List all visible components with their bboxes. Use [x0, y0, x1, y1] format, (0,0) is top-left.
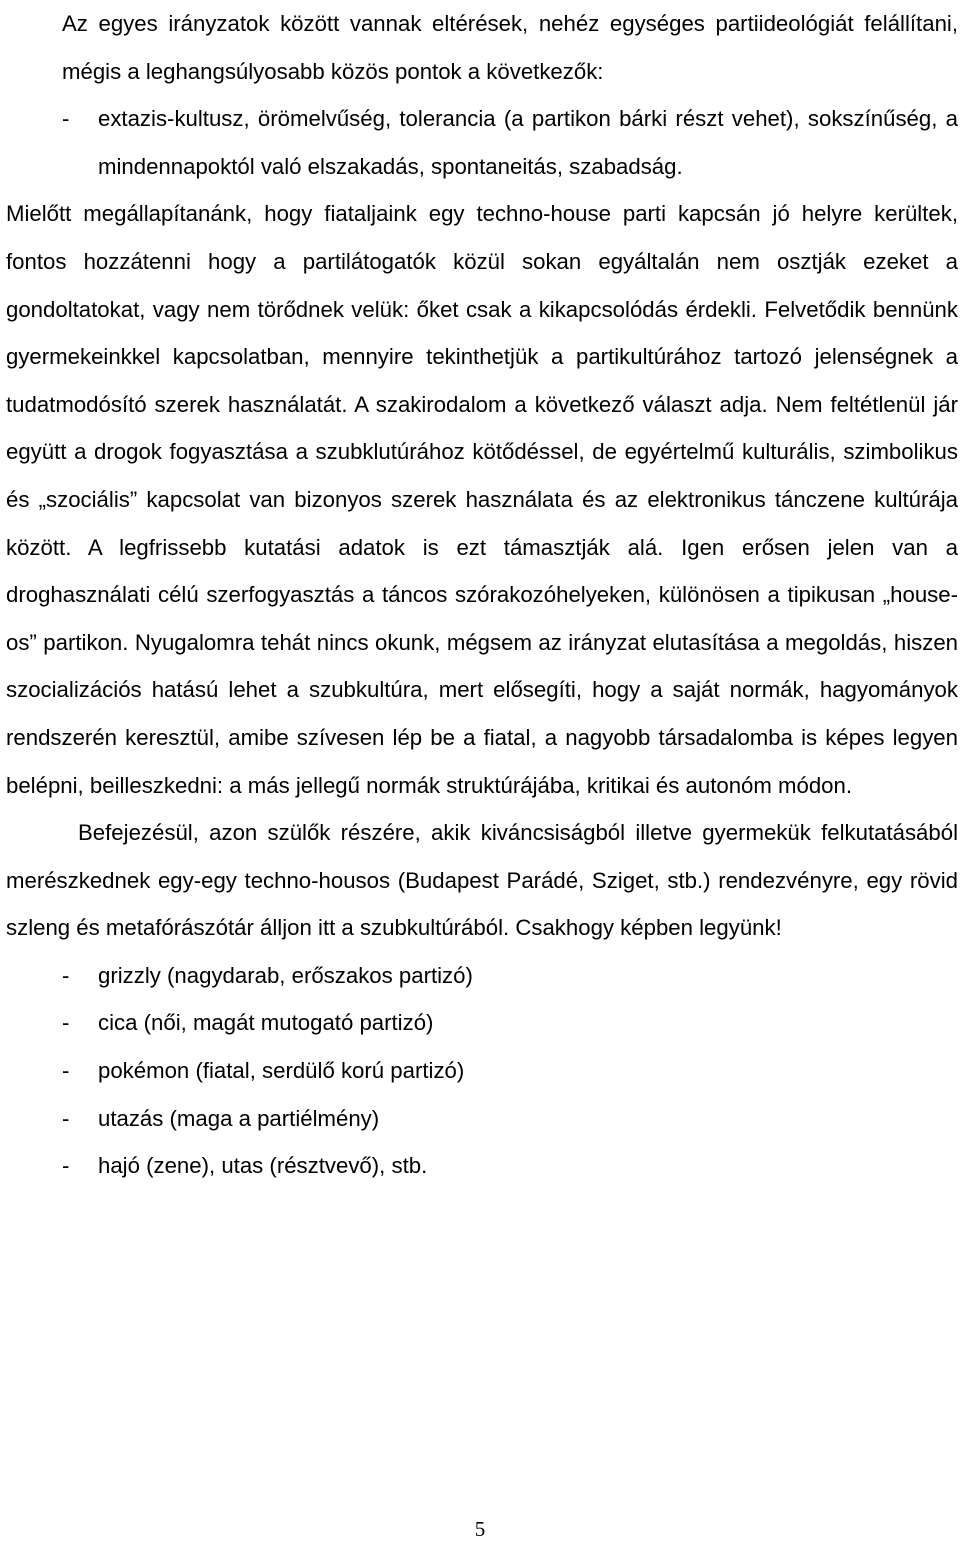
list-item-text: grizzly (nagydarab, erőszakos partizó) [98, 962, 473, 988]
list-item-text: extazis-kultusz, örömelvűség, tolerancia (a partikon bárki részt vehet), sokszínűség, a mindennapoktól való elszakadás, spontaneitás, szabadság. [98, 106, 958, 179]
list-dash: - [62, 1153, 70, 1179]
list-dash: - [62, 1010, 70, 1036]
slang-list [6, 952, 958, 1190]
list-dash: - [62, 1105, 70, 1131]
intro-paragraph: Az egyes irányzatok között vannak eltérések, nehéz egységes partiideológiát felállítani, mégis a leghangsúlyosabb közös pontok a következők: [62, 11, 958, 84]
list-item-text: utazás (maga a partiélmény) [98, 1105, 380, 1131]
ideology-list [6, 95, 958, 190]
list-dash: - [62, 962, 70, 988]
list-item [6, 952, 958, 1000]
list-item [6, 1047, 958, 1095]
list-item-text: cica (női, magát mutogató partizó) [98, 1010, 434, 1036]
list-item [6, 999, 958, 1047]
list-item [6, 1095, 958, 1143]
conclusion-paragraph: Befejezésül, azon szülők részére, akik kiváncsiságból illetve gyermekük felkutatásából merészkednek egy-egy techno-housos (Budapest Parádé, Sziget, stb.) rendezvényre, egy rövid szleng és metafórászótár álljon itt a szubkultúrából. Csakhogy képben legyünk! [6, 820, 958, 941]
page-number: 5 [474, 1517, 486, 1541]
body-text [6, 0, 958, 1190]
list-dash: - [62, 1058, 70, 1084]
list-item [6, 95, 958, 190]
body-paragraph: Mielőtt megállapítanánk, hogy fiataljaink egy techno-house parti kapcsán jó helyre kerültek, fontos hozzátenni hogy a partilátogatók közül sokan egyáltalán nem osztják ezeket a gondoltatokat, vagy nem törődnek velük: őket csak a kikapcsolódás érdekli. Felvetődik bennünk gyermekeinkkel kapcsolatban, mennyire tekinthetjük a partikultúrához tartozó jelenségnek a tudatmodósító szerek használatát. A szakirodalom a következő választ adja. Nem feltétlenül jár együtt a drogok fogyasztása a szubklutúrához kötődéssel, de egyértelmű kulturális, szimbolikus és „szociális” kapcsolat van bizonyos szerek használata és az elektronikus tánczene kultúrája között. A legfrissebb kutatási adatok is ezt támasztják alá. Igen erősen jelen van a droghasználati célú szerfogyasztás a táncos szórakozóhelyeken, különösen a tipikusan „house-os” partikon. Nyugalomra tehát nincs okunk, mégsem az irányzat elutasítása a megoldás, hiszen szocializációs hatású lehet a szubkultúra, mert elősegíti, hogy a saját normák, hagyományok rendszerén keresztül, amibe szívesen lép be a fiatal, a nagyobb társadalomba is képes legyen belépni, beilleszkedni: a más jellegű normák struktúrájába, kritikai és autonóm módon. [6, 201, 958, 798]
list-item [6, 1142, 958, 1190]
list-dash: - [62, 106, 70, 132]
list-item-text: hajó (zene), utas (résztvevő), stb. [98, 1153, 428, 1179]
list-item-text: pokémon (fiatal, serdülő korú partizó) [98, 1058, 465, 1084]
